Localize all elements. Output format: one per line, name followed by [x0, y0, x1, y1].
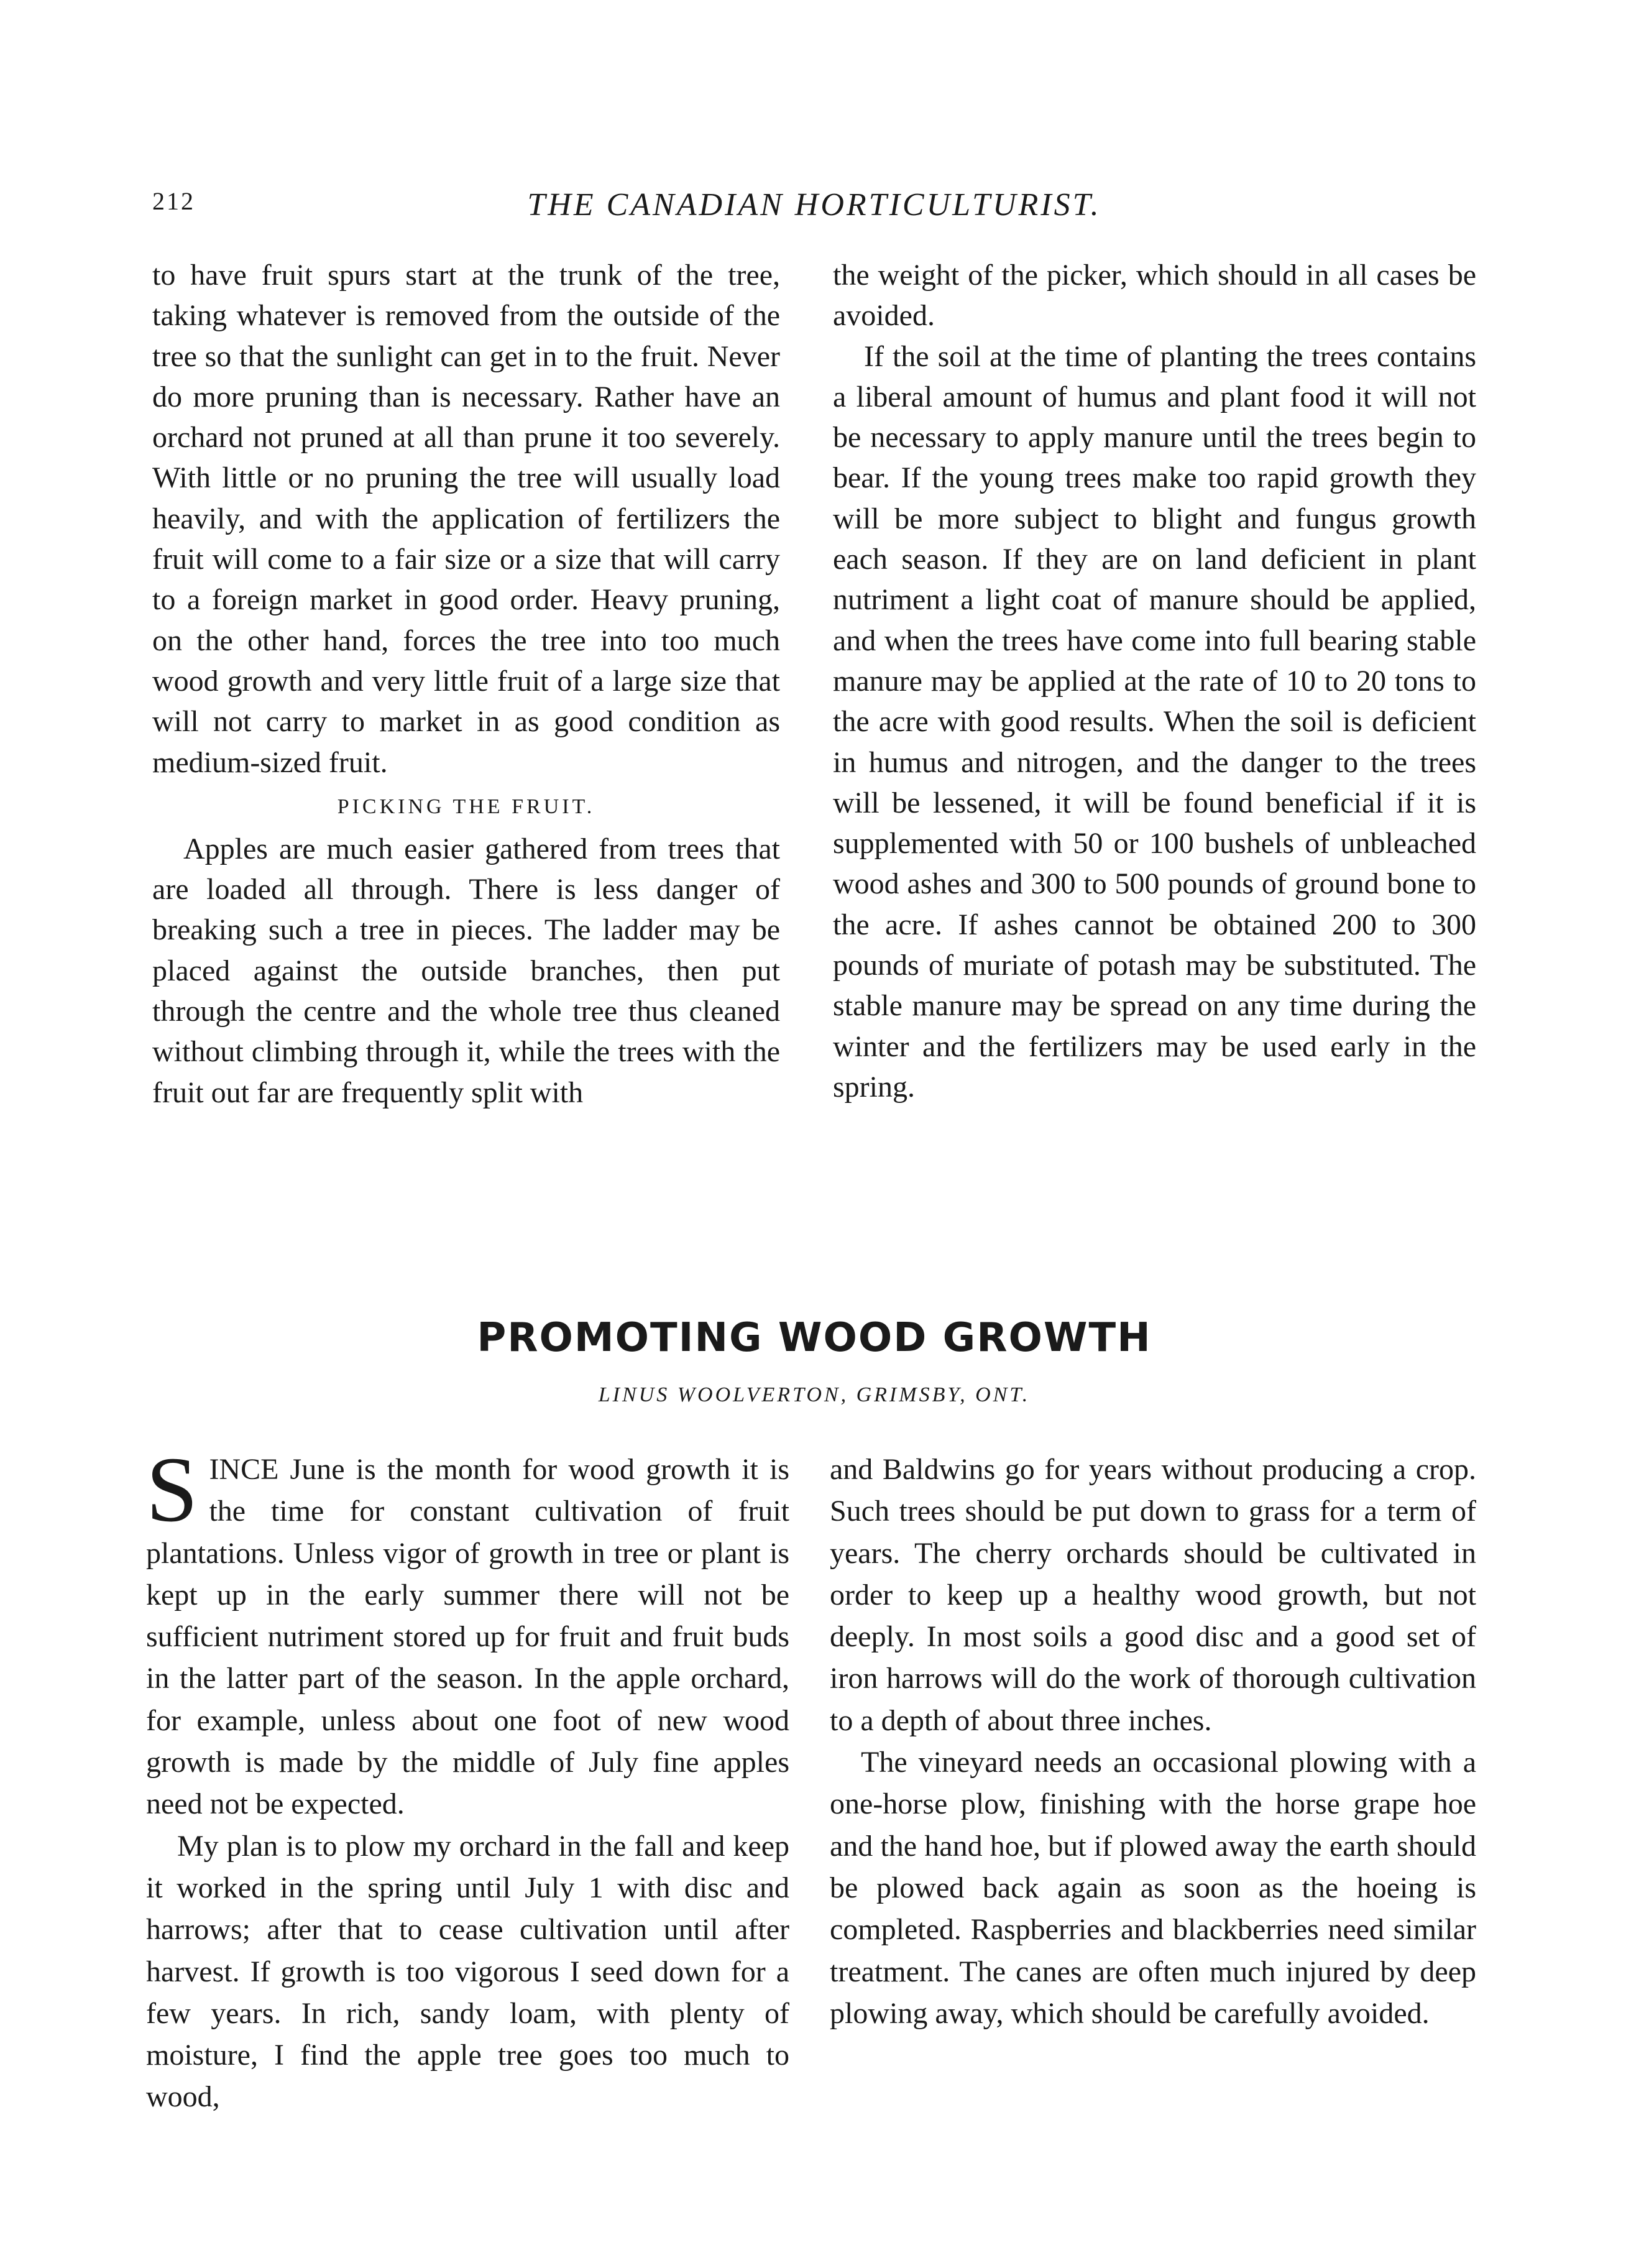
article-title: PROMOTING WOOD GROWTH: [477, 1315, 1152, 1361]
page-header: [152, 187, 1476, 236]
paragraph: My plan is to plow my orchard in the fall and keep it worked in the spring until July 1 with disc and harrows; after that to cease cultivation until after harvest. If growth is too vigorous I seed down for a few years. In rich, sandy loam, with plenty of moisture, I find the apple tree goes too much to wood,: [146, 1829, 789, 2114]
column-1: [152, 255, 780, 1113]
paragraph: The vineyard needs an occasional plowing with a one-horse plow, finishing with the horse grape hoe and the hand hoe, but if plowed away the earth should be plowed back again as soon as the hoeing is completed. Raspberries and blackberries need similar treatment. The canes are often much injured by deep plowing away, which should be carefully avoided.: [830, 1746, 1476, 2030]
paragraph: [146, 1438, 789, 1825]
paragraph: the weight of the picker, which should in all cases be avoided.: [833, 259, 1476, 333]
paragraph-text: INCE June is the month for wood growth it is the time for constant cultivation of fruit plantations. Unless vigor of growth in tree or plant is kept up in the early summer there will not be sufficient nutriment stored up for fruit and fruit buds in the latter part of the season. In the apple orchard, for example, unless about one foot of new wood growth is made by the middle of July fine apples need not be expected.: [146, 1453, 789, 1821]
column-2: [833, 255, 1476, 1107]
paragraph: If the soil at the time of planting the trees contains a liberal amount of humus and plant food it will not be necessary to apply manure until the trees begin to bear. If the young trees make too rapid growth they will be more subject to blight and fungus growth each season. If they are on land deficient in plant nutriment a light coat of manure should be applied, and when the trees have come into full bearing stable manure may be applied at the rate of 10 to 20 tons to the acre with good results. When the soil is deficient in humus and nitrogen, and the danger to the trees will be lessened, it will be found beneficial if it is supplemented with 50 or 100 bushels of unbleached wood ashes and 300 to 500 pounds of ground bone to the acre. If ashes cannot be obtained 200 to 300 pounds of muriate of potash may be substituted. The stable manure may be spread on any time during the winter and the fertilizers may be used early in the spring.: [833, 339, 1476, 1104]
paragraph: Apples are much easier gathered from trees that are loaded all through. There is less danger of breaking such a tree in pieces. The ladder may be placed against the outside branches, then put through the centre and the whole tree thus cleaned without climbing through it, while the trees with the fruit out far are frequently split with: [152, 832, 780, 1109]
column-3: [146, 1438, 789, 2118]
paragraph: and Baldwins go for years without producing a crop. Such trees should be put down to grass for a term of years. The cherry orchards should be cultivated in order to keep up a healthy wood growth, but not deeply. In most soils a good disc and a good set of iron harrows will do the work of thorough cultivation to a depth of about three inches.: [830, 1453, 1476, 1737]
page-number: 212: [152, 187, 195, 215]
running-title: THE CANADIAN HORTICULTURIST.: [527, 187, 1101, 223]
drop-cap: S: [146, 1438, 198, 1541]
column-4: [830, 1449, 1476, 2034]
article-byline: LINUS WOOLVERTON, GRIMSBY, ONT.: [598, 1383, 1031, 1406]
paragraph: to have fruit spurs start at the trunk of the tree, taking whatever is removed from the outside of the tree so that the sunlight can get in to the fruit. Never do more pruning than is necessary. Rather have an orchard not pruned at all than prune it too severely. With little or no pruning the tree will usually load heavily, and with the application of fertilizers the fruit will come to a fair size or a size that will carry to a foreign market in good order. Heavy pruning, on the other hand, forces the tree into too much wood growth and very little fruit of a large size that will not carry to market in as good condition as medium-sized fruit.: [152, 259, 780, 779]
section-subhead: PICKING THE FRUIT.: [337, 795, 595, 818]
